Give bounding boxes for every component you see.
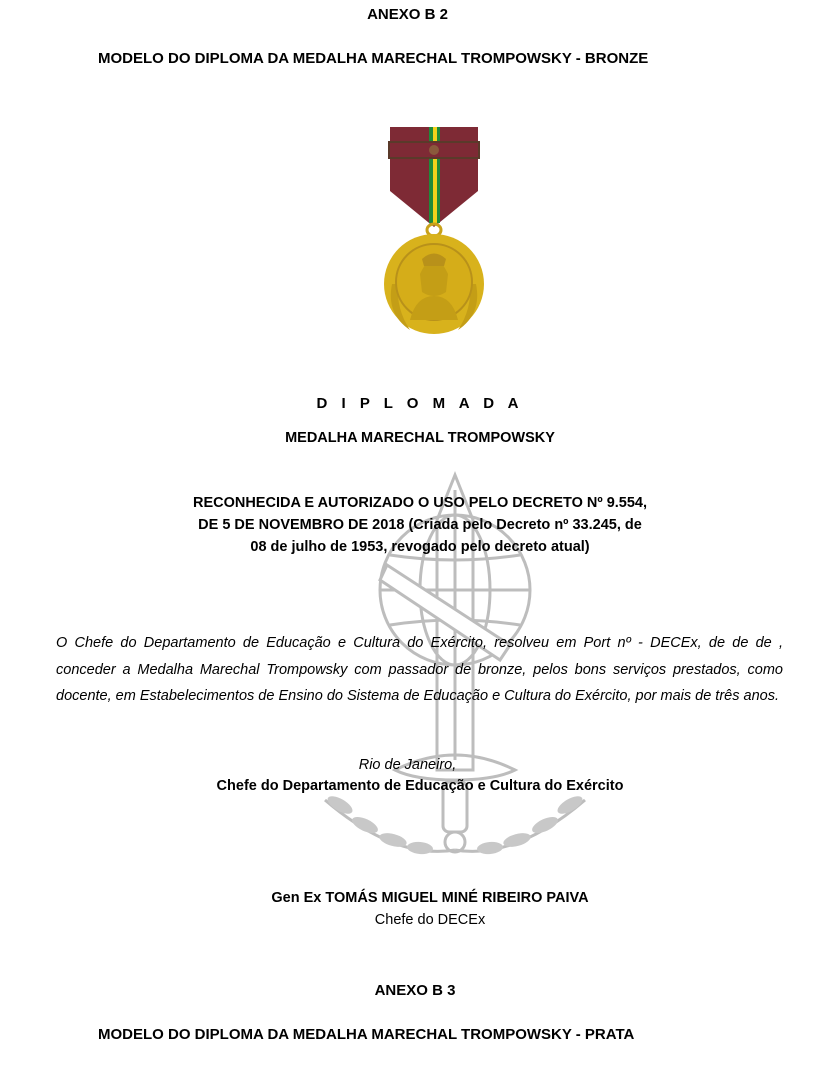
diploma-model-title-bronze: MODELO DO DIPLOMA DA MEDALHA MARECHAL TROMPOWSKY - BRONZE xyxy=(98,50,649,67)
signer-role: Chefe do DECEx xyxy=(374,912,486,928)
decree-text xyxy=(150,492,690,558)
medal-image xyxy=(380,124,490,344)
signer-name: Gen Ex TOMÁS MIGUEL MINÉ RIBEIRO PAIVA xyxy=(271,890,589,906)
place-line: Rio de Janeiro, xyxy=(358,757,457,773)
annex-b2-heading: ANEXO B 2 xyxy=(367,6,448,23)
annex-b3-heading: ANEXO B 3 xyxy=(374,982,456,999)
medal-name: MEDALHA MARECHAL TROMPOWSKY xyxy=(285,430,555,446)
diploma-body-text: O Chefe do Departamento de Educação e Cultura do Exército, resolveu em Port nº - DECEx, de de de , conceder a Medalha Marechal Trompowsky com passador de bronze, pelos bons serviços prestados, como docente, em Estabelecimentos de Ensino do Sistema de Educação e Cultura do Exército, por mais de três anos. xyxy=(56,635,783,704)
diploma-model-title-silver: MODELO DO DIPLOMA DA MEDALHA MARECHAL TROMPOWSKY - PRATA xyxy=(98,1026,635,1043)
decree-line: RECONHECIDA E AUTORIZADO O USO PELO DECRETO Nº 9.554, xyxy=(192,495,648,511)
decree-line: 08 de julho de 1953, revogado pelo decreto atual) xyxy=(250,539,590,555)
diploma-heading: D I P L O M A D A xyxy=(316,395,524,412)
decree-line: DE 5 DE NOVEMBRO DE 2018 (Criada pelo Decreto nº 33.245, de xyxy=(198,517,642,533)
department-chief-title: Chefe do Departamento de Educação e Cultura do Exército xyxy=(216,778,624,794)
